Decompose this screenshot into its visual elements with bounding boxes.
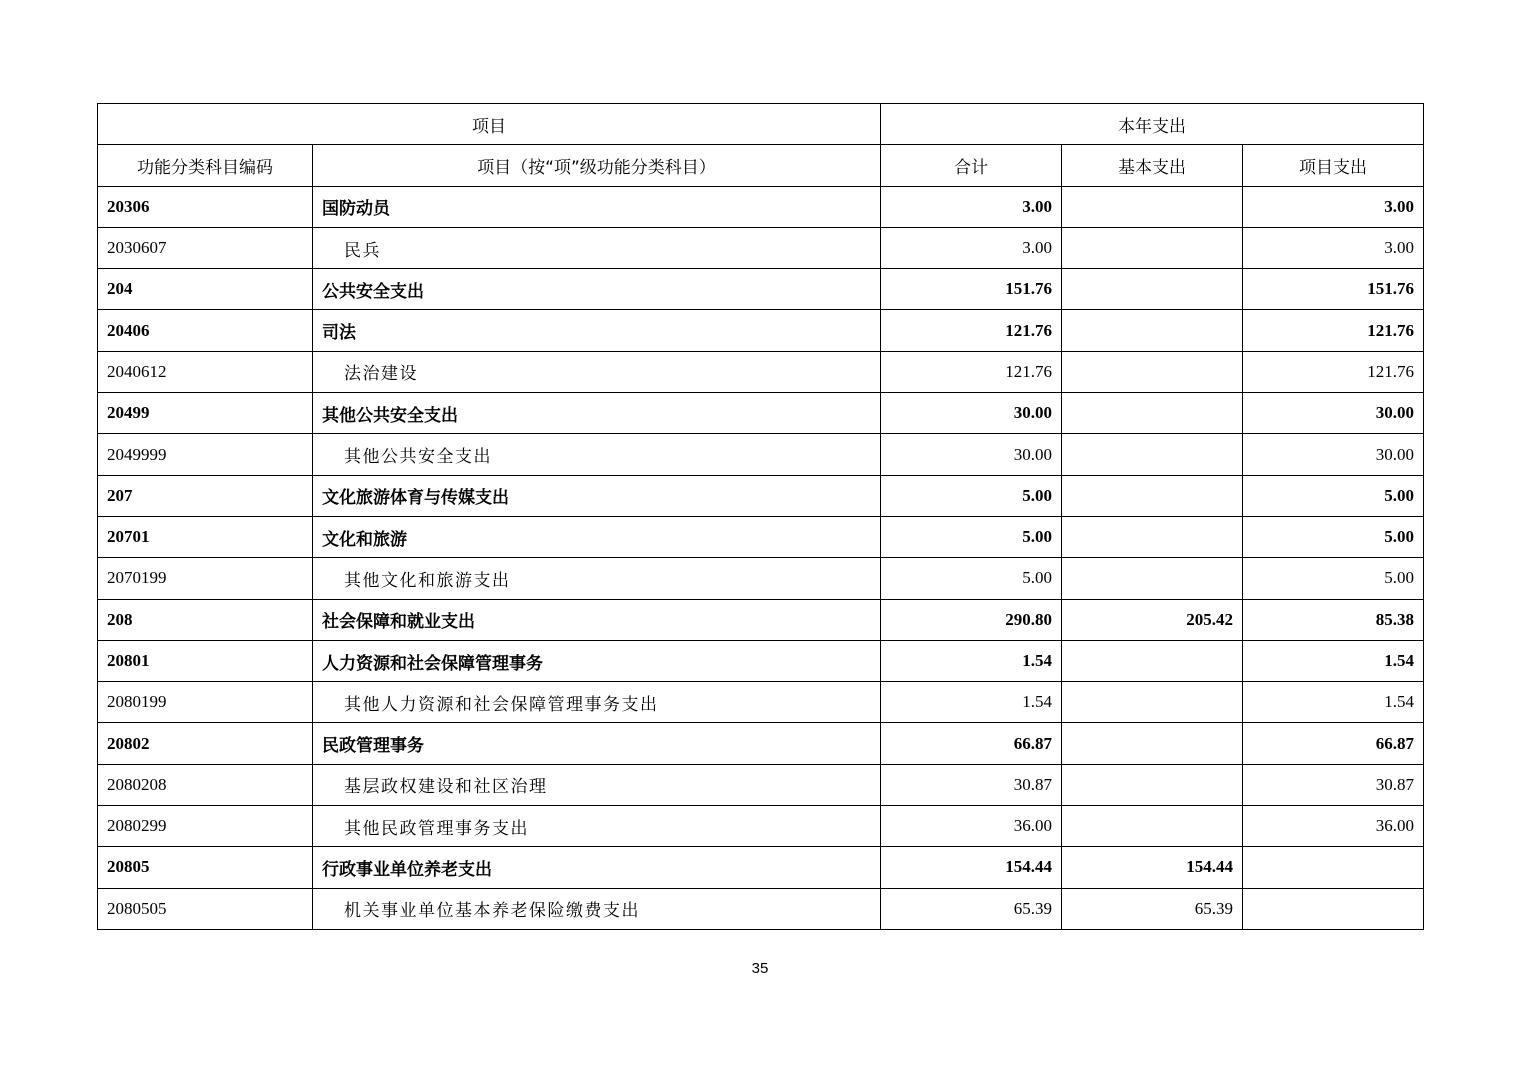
cell-code: 20306 — [98, 186, 313, 227]
cell-code: 2030607 — [98, 227, 313, 268]
cell-code: 20802 — [98, 723, 313, 764]
cell-name: 国防动员 — [313, 186, 881, 227]
cell-code: 2080199 — [98, 682, 313, 723]
cell-total: 30.00 — [881, 393, 1062, 434]
table-row — [98, 599, 1424, 640]
cell-name: 基层政权建设和社区治理 — [313, 764, 881, 805]
table-row — [98, 764, 1424, 805]
cell-total: 154.44 — [881, 847, 1062, 888]
cell-basic — [1062, 434, 1243, 475]
cell-basic — [1062, 186, 1243, 227]
cell-basic — [1062, 764, 1243, 805]
table-body — [98, 186, 1424, 929]
table-row — [98, 516, 1424, 557]
cell-basic — [1062, 269, 1243, 310]
cell-basic — [1062, 393, 1243, 434]
cell-project: 1.54 — [1243, 682, 1424, 723]
cell-total: 66.87 — [881, 723, 1062, 764]
header-expense-group: 本年支出 — [881, 104, 1424, 145]
cell-code: 207 — [98, 475, 313, 516]
header-item-group: 项目 — [98, 104, 881, 145]
table-row — [98, 186, 1424, 227]
cell-name: 人力资源和社会保障管理事务 — [313, 640, 881, 681]
cell-name: 司法 — [313, 310, 881, 351]
table-row — [98, 640, 1424, 681]
cell-basic — [1062, 351, 1243, 392]
cell-total: 1.54 — [881, 640, 1062, 681]
cell-basic — [1062, 682, 1243, 723]
cell-name: 其他人力资源和社会保障管理事务支出 — [313, 682, 881, 723]
page-number: 35 — [751, 960, 769, 977]
header-total: 合计 — [881, 145, 1062, 186]
cell-project: 121.76 — [1243, 310, 1424, 351]
cell-total: 121.76 — [881, 310, 1062, 351]
table-row — [98, 806, 1424, 847]
cell-basic — [1062, 227, 1243, 268]
cell-code: 2080299 — [98, 806, 313, 847]
cell-code: 2049999 — [98, 434, 313, 475]
cell-basic — [1062, 558, 1243, 599]
cell-basic — [1062, 475, 1243, 516]
table-row — [98, 269, 1424, 310]
table-row — [98, 888, 1424, 929]
cell-code: 2040612 — [98, 351, 313, 392]
table-row — [98, 310, 1424, 351]
cell-code: 20406 — [98, 310, 313, 351]
cell-name: 社会保障和就业支出 — [313, 599, 881, 640]
cell-project: 1.54 — [1243, 640, 1424, 681]
cell-project — [1243, 888, 1424, 929]
cell-name: 其他公共安全支出 — [313, 393, 881, 434]
table-row — [98, 434, 1424, 475]
cell-project: 30.00 — [1243, 434, 1424, 475]
cell-total: 151.76 — [881, 269, 1062, 310]
table-row — [98, 393, 1424, 434]
cell-code: 20805 — [98, 847, 313, 888]
cell-basic: 154.44 — [1062, 847, 1243, 888]
cell-total: 290.80 — [881, 599, 1062, 640]
header-row-group — [98, 104, 1424, 145]
cell-total: 30.87 — [881, 764, 1062, 805]
table-row — [98, 558, 1424, 599]
cell-code: 20701 — [98, 516, 313, 557]
cell-project: 5.00 — [1243, 516, 1424, 557]
expenditure-table — [97, 103, 1424, 930]
cell-name: 公共安全支出 — [313, 269, 881, 310]
table-row — [98, 723, 1424, 764]
cell-code: 2080505 — [98, 888, 313, 929]
cell-project: 3.00 — [1243, 227, 1424, 268]
cell-code: 208 — [98, 599, 313, 640]
cell-basic — [1062, 806, 1243, 847]
cell-total: 1.54 — [881, 682, 1062, 723]
cell-basic: 205.42 — [1062, 599, 1243, 640]
cell-name: 法治建设 — [313, 351, 881, 392]
cell-project: 3.00 — [1243, 186, 1424, 227]
header-basic: 基本支出 — [1062, 145, 1243, 186]
cell-name: 其他文化和旅游支出 — [313, 558, 881, 599]
cell-project: 5.00 — [1243, 475, 1424, 516]
table-row — [98, 847, 1424, 888]
cell-project: 30.87 — [1243, 764, 1424, 805]
table-row — [98, 682, 1424, 723]
cell-code: 20801 — [98, 640, 313, 681]
cell-basic — [1062, 640, 1243, 681]
cell-code: 20499 — [98, 393, 313, 434]
cell-total: 5.00 — [881, 558, 1062, 599]
cell-total: 5.00 — [881, 475, 1062, 516]
cell-code: 204 — [98, 269, 313, 310]
cell-total: 65.39 — [881, 888, 1062, 929]
header-name: 项目（按“项”级功能分类科目） — [313, 145, 881, 186]
table-row — [98, 351, 1424, 392]
cell-name: 机关事业单位基本养老保险缴费支出 — [313, 888, 881, 929]
cell-project: 66.87 — [1243, 723, 1424, 764]
header-code: 功能分类科目编码 — [98, 145, 313, 186]
cell-project — [1243, 847, 1424, 888]
table-row — [98, 475, 1424, 516]
cell-project: 30.00 — [1243, 393, 1424, 434]
cell-name: 民政管理事务 — [313, 723, 881, 764]
cell-code: 2070199 — [98, 558, 313, 599]
cell-basic — [1062, 723, 1243, 764]
cell-project: 121.76 — [1243, 351, 1424, 392]
cell-project: 151.76 — [1243, 269, 1424, 310]
header-project: 项目支出 — [1243, 145, 1424, 186]
cell-total: 36.00 — [881, 806, 1062, 847]
cell-total: 121.76 — [881, 351, 1062, 392]
cell-name: 其他民政管理事务支出 — [313, 806, 881, 847]
cell-project: 36.00 — [1243, 806, 1424, 847]
cell-project: 5.00 — [1243, 558, 1424, 599]
cell-total: 30.00 — [881, 434, 1062, 475]
cell-name: 文化和旅游 — [313, 516, 881, 557]
cell-project: 85.38 — [1243, 599, 1424, 640]
header-row-columns — [98, 145, 1424, 186]
table-row — [98, 227, 1424, 268]
cell-name: 行政事业单位养老支出 — [313, 847, 881, 888]
cell-total: 5.00 — [881, 516, 1062, 557]
cell-name: 其他公共安全支出 — [313, 434, 881, 475]
cell-code: 2080208 — [98, 764, 313, 805]
cell-total: 3.00 — [881, 227, 1062, 268]
cell-name: 文化旅游体育与传媒支出 — [313, 475, 881, 516]
cell-basic — [1062, 516, 1243, 557]
cell-basic: 65.39 — [1062, 888, 1243, 929]
cell-name: 民兵 — [313, 227, 881, 268]
cell-total: 3.00 — [881, 186, 1062, 227]
cell-basic — [1062, 310, 1243, 351]
